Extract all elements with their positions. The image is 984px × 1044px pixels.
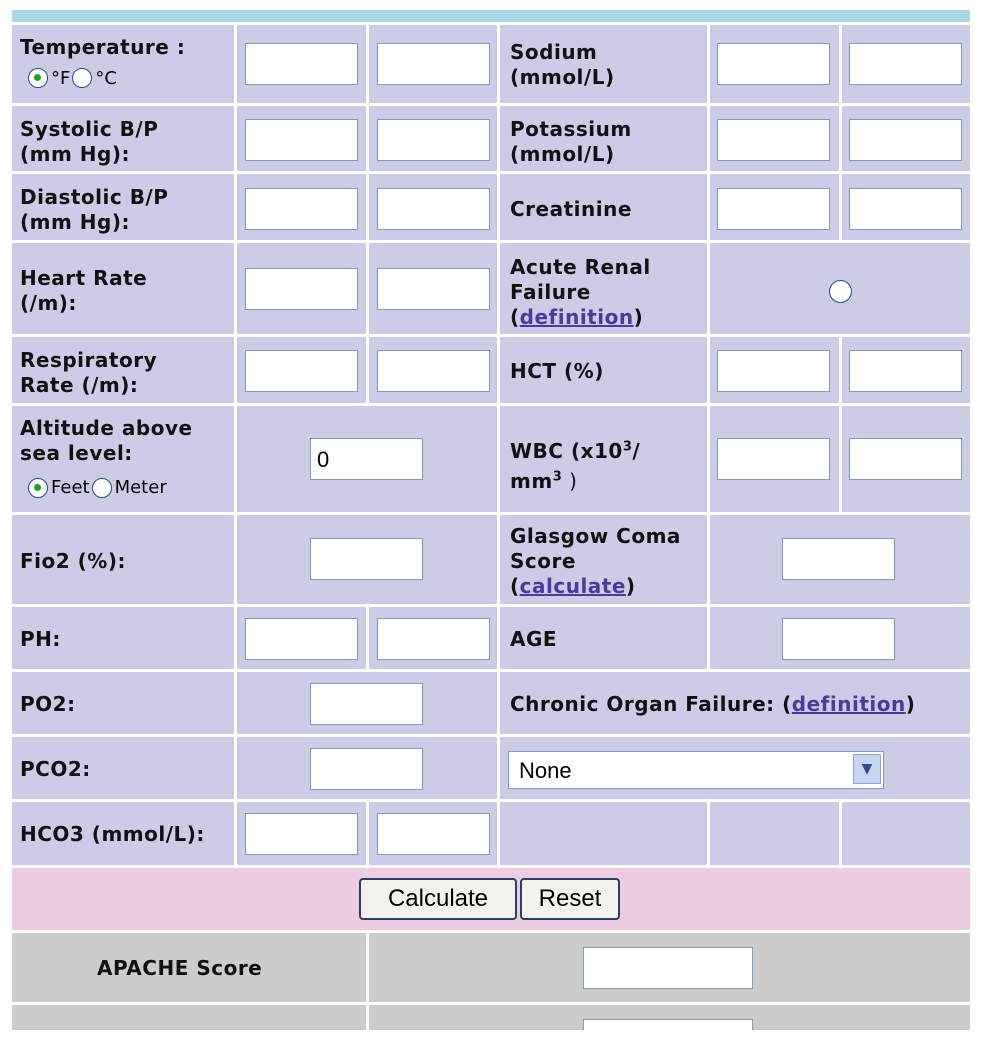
altitude-unit-group — [28, 477, 169, 498]
hco3-low-input[interactable] — [245, 813, 358, 855]
reset-button[interactable]: Reset — [520, 878, 620, 920]
temp-f-radio[interactable] — [28, 68, 48, 88]
sodium-low-input[interactable] — [717, 43, 830, 85]
calculate-button[interactable]: Calculate — [359, 878, 517, 920]
altitude-feet-label: Feet — [51, 477, 90, 498]
chronic-select-value: None — [519, 758, 572, 783]
arf-radio[interactable] — [829, 280, 852, 303]
wbc-label: WBC ($x10^3/$ $mm^3$ ) — [510, 439, 641, 493]
apache-score-output — [583, 947, 753, 989]
pco2-input[interactable] — [310, 748, 423, 790]
creatinine-high-input[interactable] — [849, 188, 962, 230]
systolic-high-input[interactable] — [377, 119, 490, 161]
pco2-label: PCO2: — [20, 757, 91, 781]
temperature-high-input[interactable] — [377, 43, 490, 85]
potassium-low-input[interactable] — [717, 119, 830, 161]
fio2-label: Fio2 (%): — [20, 549, 126, 573]
temperature-unit-group — [28, 67, 119, 89]
potassium-high-input[interactable] — [849, 119, 962, 161]
systolic-label: Systolic B/P (mm Hg): — [20, 117, 159, 166]
chronic-organ-failure-select[interactable] — [508, 751, 884, 789]
chevron-down-icon[interactable]: ▼ — [853, 754, 881, 784]
sodium-label: Sodium (mmol/L) — [510, 40, 615, 89]
arf-label: Acute Renal Failure (definition) — [510, 255, 651, 329]
creatinine-label: Creatinine — [510, 197, 632, 221]
age-input[interactable] — [782, 618, 895, 660]
temperature-low-input[interactable] — [245, 43, 358, 85]
apache-score-label: APACHE Score — [97, 956, 263, 980]
diastolic-low-input[interactable] — [245, 188, 358, 230]
hct-low-input[interactable] — [717, 350, 830, 392]
gcs-input[interactable] — [782, 538, 895, 580]
altitude-feet-radio[interactable] — [28, 478, 48, 498]
mortality-output — [583, 1019, 753, 1030]
altitude-label: Altitude above sea level: — [20, 416, 193, 465]
diastolic-label: Diastolic B/P (mm Hg): — [20, 185, 169, 234]
ph-low-input[interactable] — [245, 618, 358, 660]
chronic-organ-failure-label: Chronic Organ Failure: (definition) — [510, 692, 916, 716]
temp-c-label: °C — [95, 67, 117, 89]
ph-high-input[interactable] — [377, 618, 490, 660]
fio2-input[interactable] — [310, 538, 423, 580]
gcs-label: Glasgow Coma Score (calculate) — [510, 524, 681, 598]
heart-rate-low-input[interactable] — [245, 268, 358, 310]
age-label: AGE — [510, 627, 558, 651]
resp-rate-low-input[interactable] — [245, 350, 358, 392]
systolic-low-input[interactable] — [245, 119, 358, 161]
wbc-low-input[interactable] — [717, 438, 830, 480]
po2-input[interactable] — [310, 683, 423, 725]
resp-rate-label: Respiratory Rate (/m): — [20, 348, 158, 397]
heart-rate-label: Heart Rate (/m): — [20, 266, 148, 315]
hct-label: HCT (%) — [510, 359, 604, 383]
gcs-calculate-link[interactable]: calculate — [519, 574, 626, 598]
resp-rate-high-input[interactable] — [377, 350, 490, 392]
arf-definition-link[interactable]: definition — [519, 305, 634, 329]
ph-label: PH: — [20, 627, 61, 651]
creatinine-low-input[interactable] — [717, 188, 830, 230]
temp-f-label: °F — [51, 67, 71, 89]
hco3-label: HCO3 (mmol/L): — [20, 822, 205, 846]
temperature-label: Temperature : — [20, 35, 186, 59]
wbc-high-input[interactable] — [849, 438, 962, 480]
temp-c-radio[interactable] — [72, 68, 92, 88]
altitude-meter-radio[interactable] — [92, 478, 112, 498]
sodium-high-input[interactable] — [849, 43, 962, 85]
hct-high-input[interactable] — [849, 350, 962, 392]
potassium-label: Potassium (mmol/L) — [510, 117, 632, 166]
po2-label: PO2: — [20, 692, 76, 716]
chronic-definition-link[interactable]: definition — [791, 692, 906, 716]
altitude-input[interactable]: 0 — [310, 438, 423, 480]
heart-rate-high-input[interactable] — [377, 268, 490, 310]
altitude-meter-label: Meter — [114, 477, 167, 498]
diastolic-high-input[interactable] — [377, 188, 490, 230]
hco3-high-input[interactable] — [377, 813, 490, 855]
